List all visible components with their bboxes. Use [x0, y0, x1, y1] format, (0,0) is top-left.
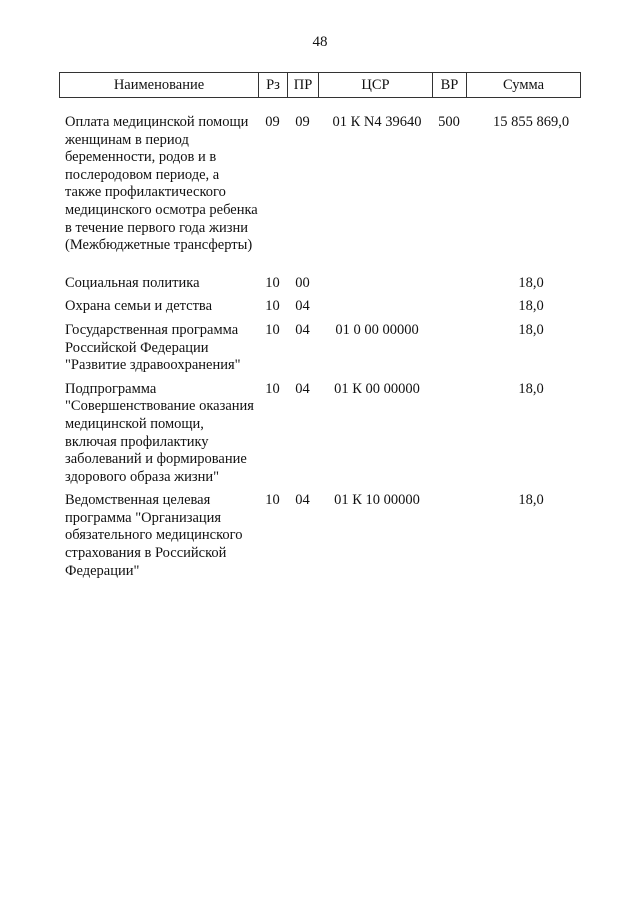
row-csr: 01 К 10 00000 [334, 492, 420, 509]
row-sum: 18,0 [518, 380, 544, 397]
header-vr: ВР [433, 73, 467, 98]
row-csr [318, 298, 432, 322]
table-row [59, 114, 580, 275]
row-csr: 01 К N4 39640 [332, 114, 422, 130]
header-name: Наименование [60, 73, 259, 98]
row-pr: 04 [295, 298, 310, 315]
table-header [59, 72, 581, 98]
row-name: Государственная программа Российской Федерации "Развитие здравоохранения" [65, 321, 241, 374]
row-vr [432, 322, 466, 381]
header-sum: Сумма [467, 73, 581, 98]
page-number: 48 [312, 34, 328, 50]
row-name: Подпрограмма "Совершенствование оказания медицинской помощи, включая профилактику заболеваний и формирование здорового образа жизни" [65, 380, 254, 485]
row-rz: 10 [265, 298, 280, 315]
header-pr: ПР [288, 73, 319, 98]
row-vr [432, 275, 466, 299]
row-csr: 01 К 00 00000 [334, 380, 420, 397]
row-vr: 500 [438, 114, 460, 130]
row-csr [318, 275, 432, 299]
row-vr [432, 492, 466, 586]
header-csr: ЦСР [319, 73, 433, 98]
row-rz: 10 [265, 321, 280, 338]
table-row [59, 275, 580, 299]
row-sum: 15 855 869,0 [492, 114, 570, 130]
row-pr: 00 [295, 274, 310, 291]
row-name: Ведомственная целевая программа "Организация обязательного медицинского страхования в Российской Федерации" [65, 492, 243, 579]
header-rz: Рз [259, 73, 288, 98]
row-csr: 01 0 00 00000 [335, 321, 419, 338]
row-pr: 04 [295, 492, 310, 509]
row-pr: 04 [295, 380, 310, 397]
row-sum: 18,0 [518, 298, 544, 315]
table-row [59, 298, 580, 322]
row-vr [432, 381, 466, 493]
row-name: Оплата медицинской помощи женщинам в период беременности, родов и в послеродовом периоде, а также профилактического медицинского осмотра ребенка в течение первого года жизни (Межбюджетные трансферты) [65, 114, 258, 254]
row-name: Социальная политика [65, 274, 200, 291]
row-pr: 09 [295, 114, 310, 130]
row-sum: 18,0 [518, 321, 544, 338]
row-name: Охрана семьи и детства [65, 298, 213, 315]
row-vr [432, 298, 466, 322]
budget-table [59, 114, 580, 586]
table-row [59, 381, 580, 493]
row-pr: 04 [295, 321, 310, 338]
row-rz: 10 [265, 274, 280, 291]
table-row [59, 322, 580, 381]
row-rz: 10 [265, 380, 280, 397]
row-sum: 18,0 [518, 492, 544, 509]
row-rz: 09 [265, 114, 280, 130]
row-sum: 18,0 [518, 274, 544, 291]
row-rz: 10 [265, 492, 280, 509]
table-row [59, 492, 580, 586]
